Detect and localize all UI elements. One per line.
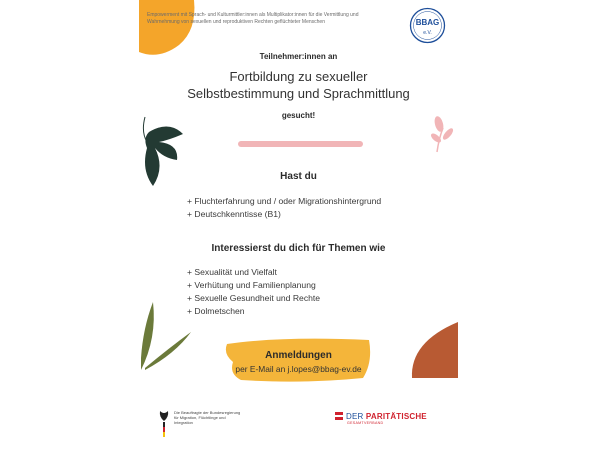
olive-leaf-decoration (139, 298, 194, 373)
list-item: + Sexuelle Gesundheit und Rechte (187, 293, 321, 303)
paritaet-name (335, 412, 427, 421)
pink-divider (238, 141, 363, 147)
orange-blob-top (139, 0, 199, 60)
svg-text:BBAG: BBAG (415, 18, 440, 27)
flyer-page (139, 0, 458, 450)
intro-text: Empowerment mit Sprach- und Kulturmittler:innen als Multiplikator:innen für die Vermittlung und Wahrnehmung von sexuellen und reproduktiven Rechten geflüchteter Menschen (147, 12, 359, 25)
ministry-line-2: für Migration, Flüchtlinge und (174, 415, 226, 421)
title-line-2: Selbstbestimmung und Sprachmittlung (187, 86, 410, 101)
ministry-text (174, 410, 264, 426)
paritaet-flag-icon (335, 412, 343, 420)
federal-eagle-icon (157, 409, 171, 439)
list-requirements (187, 195, 381, 221)
list-item: + Deutschkenntisse (B1) (187, 209, 281, 219)
sought-label: gesucht! (281, 111, 316, 120)
list-item: + Dolmetschen (187, 306, 245, 316)
paritaet-prefix: DER (346, 412, 366, 421)
section-heading-hast: Hast du (280, 171, 317, 182)
page-title (139, 68, 458, 102)
list-item: + Fluchterfahrung und / oder Migrationshintergrund (187, 196, 382, 206)
list-topics (187, 266, 320, 318)
list-item: + Verhütung und Familienplanung (187, 280, 316, 290)
list-item: + Sexualität und Vielfalt (187, 267, 277, 277)
paritaet-name-text: PARITÄTISCHE (365, 412, 427, 421)
svg-text:e.V.: e.V. (423, 30, 432, 36)
register-heading: Anmeldungen (265, 350, 332, 361)
title-line-1: Fortbildung zu sexueller (229, 69, 368, 84)
paritaet-logo (335, 412, 427, 425)
ministry-line-3: Integration (174, 420, 193, 426)
bbag-logo (409, 7, 446, 44)
register-contact[interactable]: per E-Mail an j.lopes@bbag-ev.de (235, 364, 362, 374)
pink-leaf-decoration (429, 114, 454, 154)
section-heading-interests: Interessierst du dich für Themen wie (211, 243, 386, 254)
paritaet-sub: GESAMTVERBAND (347, 421, 384, 425)
pre-title: Teilnehmer:innen an (259, 52, 338, 61)
ministry-line-1: Die Beauftragte der Bundesregierung (174, 410, 241, 415)
